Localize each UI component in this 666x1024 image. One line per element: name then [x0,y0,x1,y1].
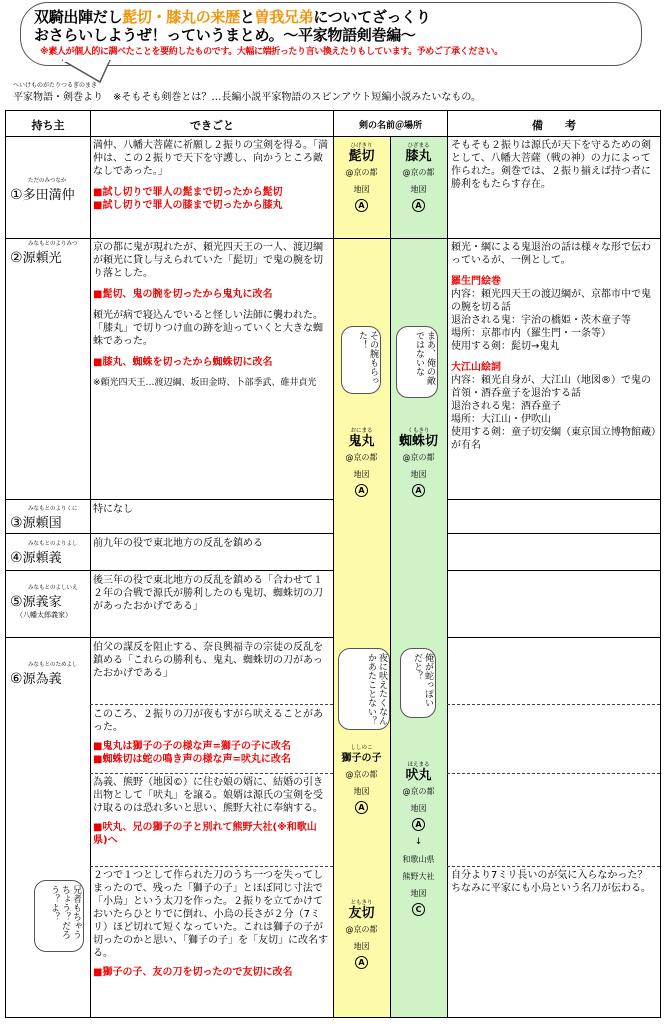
row-sep [447,533,661,534]
sword-onimaru: おにまる 鬼丸 @京の都 地図 A [345,428,378,495]
remark-1: そもそも２振りは源氏が天下を守るための剣として、八幡大菩薩（戦の神）の力によって作られた。剣巻では、２振り揃えば持つ者に勝利をもたらす存在。 [451,140,651,190]
row-sep [5,637,333,638]
sub-row-sep [90,773,333,774]
event-6c: 為義、熊野（地図©）に住む娘の婿に、結婚の引き出物として「吠丸」を譲る。娘婿は源氏の宝剣を受け取るのは恐れ多いと思い、熊野大社に奉納する。 ■吠丸、兄の獅子の子と別れて熊野大社(※和歌山県)へ [93,777,323,846]
row-sep [5,499,333,500]
sub-row-sep [447,704,660,705]
event-4: 前九年の役で東北地方の反乱を鎮める [93,538,263,549]
header-remarks: 備 考 [532,119,576,132]
sword-higekiri: ひげきり 髭切 @京の都 地図 A [345,143,378,210]
sword-tomokiri: ともきり 友切 @京の都 地図 A [345,900,378,967]
vline [333,110,334,1018]
sub-row-sep [447,773,660,774]
sword-column-yellow [333,136,390,1017]
page-title-line2: おさらいしようぜ！っていうまとめ。～平家物語剣巻編～ [34,26,416,44]
subtitle: 平家物語・剣巻より ※そもそも剣巻とは？…長編小説平家物語のスピンアウト短編小説みたいなもの。 [13,92,481,103]
speech-bubble-kumo: まあ、俺の敵ではないな [396,326,438,398]
event-5: 後三年の役で東北地方の反乱を鎮める「合わせて１２年の合戦で源氏が勝利したのも鬼切、蜘蛛切の刀があったおかげである」 [93,575,323,612]
sword-hizamaru: ひざまる 膝丸 @京の都 地図 A [402,143,435,210]
ruby-heike: へいけものがたりつるぎのまき [13,82,98,89]
owner-4: みなもとのよりよし ④源頼義 [10,541,78,566]
header-owner: 持ち主 [31,119,65,132]
event-6: 伯父の謀反を阻止する、奈良興福寺の宗徒の反乱を鎮める「これらの勝利も、鬼丸、蜘蛛切の刀があったおかげである」 [93,642,323,679]
sub-row-sep [90,866,333,867]
event-3: 特になし [93,504,133,515]
owner-5: みなもとのよしいえ ⑤源義家 （八幡太郎義家） [10,585,78,619]
sword-hoemaru: ほえまる 吠丸 @京の都 地図 A ↓ 和歌山県 熊野大社 地図 C [402,762,435,914]
header-event: できごと [190,119,234,132]
vline [447,110,448,1018]
remark-2: 頼光・綱による鬼退治の話は様々な形で伝わっているが、一例として。 羅生門絵巻 内容：頼光四天王の渡辺綱が、京都市中で鬼の腕を切る話 退治される鬼：宇治の橋姫・茨木童子等 場所：京都市内（羅生門・一条等） 使用する剣：髭切→鬼丸 大江山絵詞 内容：頼光自身が、大江山（地図®）で鬼の首領・酒呑童子を退治する話 退治される鬼：酒呑童子 場所：大江山・伊吹山 使用する剣：童子切安綱（東京国立博物館蔵）が有名 [451,242,656,451]
owner-2: みなもとのよりみつ ②源頼光 [10,241,78,266]
header-sword: 剣の名前＠場所 [358,121,422,131]
row-sep [5,533,333,534]
event-1: 満仲、八幡大菩薩に祈願し２振りの宝剣を得る。「満仲は、この２振りで天下を守護し、向かうところ敵なしであった。」 ■試し切りで罪人の髭まで切ったから髭切 ■試し切りで罪人の膝まで切ったから膝丸 [93,140,328,211]
sword-shishinoko: ししのこ 獅子の子 @京の都 地図 A [341,745,382,812]
vline [90,110,91,1018]
page-title: 双騎出陣だし髭切・膝丸の来歴と曽我兄弟についてざっくり [34,8,431,26]
event-2: 京の都に鬼が現れたが、頼光四天王の一人、渡辺綱が頼光に貸し与えられていた「髭切」で鬼の腕を切り落とした。 ■髭切、鬼の腕を切ったから鬼丸に改名 頼光が病で寝込んでいると怪しい法師に襲われた。「膝丸」で切りつけ血の跡を辿っていくと大きな蜘蛛であった。 ■膝丸、蜘蛛を切ったから蜘蛛切に改名 ※頼光四天王…渡辺綱、坂田金時、卜部季武、碓井貞光 [93,242,323,388]
vline [660,110,661,1018]
event-6b: このころ、２振りの刀が夜もすがら吠えることがあった。 ■鬼丸は獅子の子の様な声=獅子の子に改名 ■蜘蛛切は蛇の鳴き声の様な声=吠丸に改名 [93,709,323,765]
row-sep [5,570,333,571]
sub-row-sep [90,704,333,705]
vline [5,110,6,1018]
owner-3: みなもとのよりくに ③源頼国 [10,506,78,531]
speech-bubble-hoe: 俺が蛇っぽいだと？ [400,648,436,718]
event-6d: ２つで１つとして作られた刀のうち一つを失ってしまったので、残った「獅子の子」とほぼ同じ寸法で「小烏」という太刀を作った。２振りを立てかけておいたらひとりでに倒れ、小烏の長さが２分（7ミリ）ほど切れて短くなっていた。これは獅子の子が切ったのかと思い、「獅子の子」を「友切」に改名する。 ■獅子の子、友の刀を切ったので友切に改名 [93,870,328,978]
disclaimer-note: ※素人が個人的に調べたことを要約したものです。大幅に端折ったり言い換えたりもしています。予めご了承ください。 [40,47,503,57]
row-sep [447,637,661,638]
remark-6: 自分より7ミリ長いのが気に入らなかった？ ちなみに平家にも小烏という名刀が伝わる。 [451,870,651,894]
sub-row-sep [447,866,660,867]
owner-1: ただのみつなか ①多田満仲 [10,178,75,203]
owner-6: みなもとのためよし ⑥源為義 [10,662,78,687]
row-sep [447,570,661,571]
row-sep [447,499,661,500]
speech-bubble-tomo: 兄者もちゃうちょう？だろう？よ？ [34,880,84,952]
speech-bubble-shishi: 夜に吠えたくなんかあたことない？ [338,648,390,730]
speech-bubble-oni: その腕もらった！ [341,326,381,394]
row-sep [5,238,661,239]
sword-kumokiri: くもきり 蜘蛛切 @京の都 地図 A [398,428,438,495]
